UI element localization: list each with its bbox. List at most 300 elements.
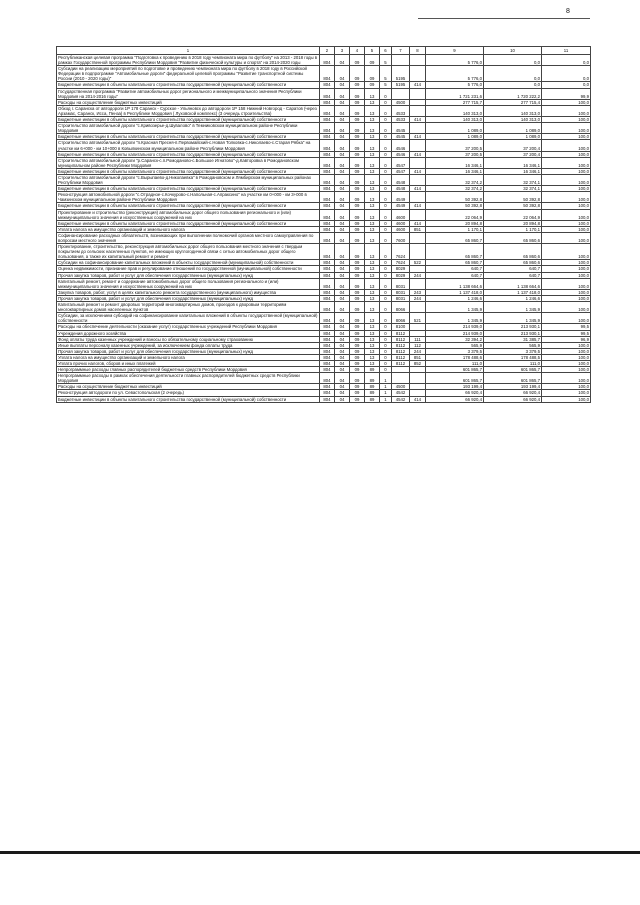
table-cell: 100,0 xyxy=(542,295,591,301)
column-header: 3 xyxy=(335,47,350,55)
table-row xyxy=(57,55,591,66)
table-cell: 100,0 xyxy=(542,226,591,232)
table-cell: 66 920,4 xyxy=(484,396,542,402)
table-cell: 8112 xyxy=(392,330,410,336)
table-cell: 13 xyxy=(365,244,380,260)
table-cell: 804 xyxy=(320,354,335,360)
row-label: Уплата налога на имущество организаций и земельного налога xyxy=(57,226,320,232)
table-cell: 04 xyxy=(335,157,350,168)
table-cell: 852 xyxy=(410,360,426,366)
table-cell: 0 xyxy=(380,105,392,116)
table-cell: 1 137 418,0 xyxy=(484,289,542,295)
row-label: Проектирование, строительство, реконструкция автомобильных дорог общего пользования местного значения с твердым покрытием до сельских населенных пунктов, не имеющих круглогодичной связи с сетью автомобильных дорог общего пользования, а также их капитальный ремонт и ремонт xyxy=(57,244,320,260)
table-cell: 13 xyxy=(365,342,380,348)
table-cell: 804 xyxy=(320,289,335,295)
table-cell: 04 xyxy=(335,140,350,151)
table-cell: 09 xyxy=(350,302,365,313)
table-cell: 04 xyxy=(335,226,350,232)
table-cell: 244 xyxy=(410,295,426,301)
table-cell: 13 xyxy=(365,157,380,168)
row-label: Учреждения дорожного хозяйства xyxy=(57,330,320,336)
table-cell: 5 xyxy=(380,66,392,82)
table-cell: 804 xyxy=(320,278,335,289)
table-cell: 0 xyxy=(380,278,392,289)
table-cell: 0 xyxy=(380,348,392,354)
table-cell xyxy=(410,192,426,203)
table-cell: 804 xyxy=(320,396,335,402)
table-cell: 640,7 xyxy=(426,266,484,272)
table-cell: 804 xyxy=(320,336,335,342)
table-cell: 09 xyxy=(350,55,365,66)
table-cell: 65 860,7 xyxy=(426,260,484,266)
table-cell: 22 064,9 xyxy=(426,209,484,220)
table-cell: 13 xyxy=(365,209,380,220)
table-cell: 65 860,7 xyxy=(426,244,484,260)
table-cell: 22 064,9 xyxy=(484,209,542,220)
table-cell: 04 xyxy=(335,295,350,301)
table-cell: 09 xyxy=(350,226,365,232)
row-label: Республиканская целевая программа "Подготовка к проведению в 2018 году чемпионата мира по футболу" на 2013 - 2018 годы в рамках Государственной программы Республики Мордовия "Развитие физической культуры и спорта" на 2014-2020 годы xyxy=(57,55,320,66)
table-cell: 140 313,0 xyxy=(426,105,484,116)
table-cell: 0,0 xyxy=(484,55,542,66)
table-cell: 09 xyxy=(350,105,365,116)
table-cell: 100,0 xyxy=(542,186,591,192)
table-cell xyxy=(410,302,426,313)
table-cell: 13 xyxy=(365,232,380,243)
table-cell: 13 xyxy=(365,134,380,140)
table-cell: 111 xyxy=(410,336,426,342)
table-cell: 0 xyxy=(380,289,392,295)
table-cell: 0 xyxy=(380,226,392,232)
table-cell: 100,0 xyxy=(542,151,591,157)
table-cell: 804 xyxy=(320,373,335,384)
table-cell: 04 xyxy=(335,117,350,123)
row-label: Оценка недвижимости, признание прав и регулирование отношений по государственной (муниципальной) собственности xyxy=(57,266,320,272)
row-label: Субсидии на софинансирование капитальных вложений в объекты государственной (муниципальной) собственности xyxy=(57,260,320,266)
table-cell: 4500 xyxy=(392,99,410,105)
table-cell: 804 xyxy=(320,232,335,243)
table-cell: 4545 xyxy=(392,134,410,140)
table-cell: 04 xyxy=(335,220,350,226)
row-label: Капитальный ремонт, ремонт и содержание автомобильных дорог общего пользования регионального и (или) межмуниципального значения и искусственных сооружений на них xyxy=(57,278,320,289)
table-cell: 50 392,8 xyxy=(426,203,484,209)
row-label: Бюджетные инвестиции в объекты капитального строительства государственной (муниципальной) собственности xyxy=(57,117,320,123)
table-cell: 0,0 xyxy=(542,55,591,66)
table-cell: 601 865,7 xyxy=(484,367,542,373)
table-cell: 100,0 xyxy=(542,209,591,220)
table-cell: 04 xyxy=(335,330,350,336)
table-row xyxy=(57,192,591,203)
table-cell: 7624 xyxy=(392,244,410,260)
table-cell: 8029 xyxy=(392,272,410,278)
table-cell: 8100 xyxy=(392,324,410,330)
column-header: 1 xyxy=(57,47,320,55)
table-cell: 0 xyxy=(380,168,392,174)
column-header: 5 xyxy=(365,47,380,55)
table-cell xyxy=(410,232,426,243)
table-cell: 13 xyxy=(365,313,380,324)
table-cell: 96,9 xyxy=(542,336,591,342)
table-cell: 804 xyxy=(320,295,335,301)
table-cell: 243 xyxy=(410,289,426,295)
table-cell: 09 xyxy=(350,278,365,289)
row-label: Уплата прочих налогов, сборов и иных платежей xyxy=(57,360,320,366)
table-cell: 1 138 664,6 xyxy=(484,278,542,289)
table-cell: 4533 xyxy=(392,105,410,116)
table-cell: 09 xyxy=(350,313,365,324)
table-cell: 04 xyxy=(335,82,350,88)
row-label: Бюджетные инвестиции в объекты капитального строительства государственной (муниципальной) собственности xyxy=(57,220,320,226)
table-cell: 140 313,0 xyxy=(484,105,542,116)
table-cell: 09 xyxy=(350,192,365,203)
table-cell: 04 xyxy=(335,390,350,396)
row-label: Расходы на осуществление бюджетных инвестиций xyxy=(57,99,320,105)
table-cell: 414 xyxy=(410,168,426,174)
table-cell xyxy=(410,140,426,151)
table-cell: 178 488,5 xyxy=(484,354,542,360)
table-cell: 0 xyxy=(380,174,392,185)
table-cell: 4547 xyxy=(392,168,410,174)
table-cell: 04 xyxy=(335,324,350,330)
table-cell: 804 xyxy=(320,88,335,99)
table-cell: 1 138 664,6 xyxy=(426,278,484,289)
table-cell: 04 xyxy=(335,151,350,157)
column-header: 8 xyxy=(410,47,426,55)
table-cell: 04 xyxy=(335,266,350,272)
table-cell: 1 345,9 xyxy=(484,313,542,324)
table-cell: 09 xyxy=(350,396,365,402)
table-cell: 0 xyxy=(380,209,392,220)
table-cell: 4546 xyxy=(392,140,410,151)
table-cell: 09 xyxy=(350,336,365,342)
table-cell: 100,0 xyxy=(542,168,591,174)
table-cell: 1 xyxy=(380,390,392,396)
table-cell: 804 xyxy=(320,390,335,396)
table-body xyxy=(57,55,591,403)
table-cell: 0 xyxy=(380,272,392,278)
table-cell: 09 xyxy=(350,373,365,384)
table-cell: 8112 xyxy=(392,360,410,366)
table-cell: 16 346,1 xyxy=(484,157,542,168)
table-row xyxy=(57,244,591,260)
table-cell xyxy=(410,88,426,99)
table-cell: 100,0 xyxy=(542,220,591,226)
table-cell: 3 379,5 xyxy=(484,348,542,354)
table-cell: 04 xyxy=(335,174,350,185)
table-cell: 32 394,2 xyxy=(426,336,484,342)
row-label: Бюджетные инвестиции в объекты капитального строительства государственной (муниципальной) собственности xyxy=(57,203,320,209)
table-cell: 09 xyxy=(350,354,365,360)
table-cell: 8112 xyxy=(392,336,410,342)
table-cell: 0 xyxy=(380,203,392,209)
table-cell: 565,9 xyxy=(484,342,542,348)
column-header: 4 xyxy=(350,47,365,55)
table-cell: 16 346,1 xyxy=(484,168,542,174)
table-cell: 04 xyxy=(335,289,350,295)
table-cell: 09 xyxy=(350,272,365,278)
table-cell: 09 xyxy=(350,348,365,354)
row-label: Субсидии на реализацию мероприятий по подготовке и проведению чемпионата мира по футболу в 2018 году в Российской Федерации в подпрограмме "Автомобильные дороги" федеральной целевой программы "Развитие транспортной системы России (2010 - 2020 годы)" xyxy=(57,66,320,82)
table-cell: 851 xyxy=(410,354,426,360)
table-cell: 09 xyxy=(350,289,365,295)
table-cell: 100,0 xyxy=(542,354,591,360)
table-cell: 13 xyxy=(365,295,380,301)
row-label: Обход г. Саранска от автодороги 1Р 178 Саранск - Сурское - Ульяновск до автодороги 1Р 158 Нижний Новгород - Саратов (через Арзамас, Саранск, Исса, Пенза) в Республике Мордовия ( Луховской комплекс) (3 очередь строительства) xyxy=(57,105,320,116)
table-cell: 99,5 xyxy=(542,324,591,330)
table-cell: 0 xyxy=(380,140,392,151)
table-cell: 1 170,1 xyxy=(426,226,484,232)
table-cell: 37 200,4 xyxy=(484,151,542,157)
table-cell: 1 246,6 xyxy=(426,295,484,301)
table-cell: 4600 xyxy=(392,209,410,220)
table-cell: 09 xyxy=(350,203,365,209)
table-cell: 804 xyxy=(320,266,335,272)
row-label: Бюджетные инвестиции в объекты капитального строительства государственной (муниципальной) собственности xyxy=(57,151,320,157)
table-cell: 37 200,5 xyxy=(426,140,484,151)
table-cell: 804 xyxy=(320,260,335,266)
table-cell: 32 374,1 xyxy=(484,174,542,185)
table-cell: 13 xyxy=(365,203,380,209)
table-cell: 4548 xyxy=(392,174,410,185)
table-cell: 1 345,9 xyxy=(426,302,484,313)
table-cell: 99,9 xyxy=(542,88,591,99)
table-cell: 1 170,1 xyxy=(484,226,542,232)
table-cell xyxy=(410,123,426,134)
table-cell: 13 xyxy=(365,354,380,360)
table-cell: 640,7 xyxy=(484,266,542,272)
table-cell: 100,0 xyxy=(542,289,591,295)
table-cell xyxy=(392,88,410,99)
table-cell: 09 xyxy=(350,220,365,226)
column-header: 9 xyxy=(426,47,484,55)
table-cell: 851 xyxy=(410,226,426,232)
row-label: Прочая закупка товаров, работ и услуг для обеспечения государственных (муниципальных) нужд xyxy=(57,348,320,354)
table-cell: 100,0 xyxy=(542,342,591,348)
table-cell: 04 xyxy=(335,203,350,209)
table-cell: 1 089,0 xyxy=(484,123,542,134)
row-label: Расходы на осуществление бюджетных инвестиций xyxy=(57,384,320,390)
table-cell: 640,7 xyxy=(484,272,542,278)
row-label: Бюджетные инвестиции в объекты капитального строительства государственной (муниципальной) собственности xyxy=(57,82,320,88)
table-cell: 66 920,4 xyxy=(426,390,484,396)
table-row xyxy=(57,66,591,82)
table-cell: 804 xyxy=(320,360,335,366)
table-cell: 804 xyxy=(320,174,335,185)
table-cell: 09 xyxy=(365,66,380,82)
table-cell: 0 xyxy=(380,295,392,301)
table-cell: 112 xyxy=(410,342,426,348)
table-cell: 804 xyxy=(320,192,335,203)
table-cell: 09 xyxy=(350,134,365,140)
row-label: Бюджетные инвестиции в объекты капитального строительства государственной (муниципальной) собственности xyxy=(57,134,320,140)
table-cell: 804 xyxy=(320,168,335,174)
table-cell: 100,0 xyxy=(542,367,591,373)
table-cell: 0 xyxy=(380,186,392,192)
table-cell: 100,0 xyxy=(542,174,591,185)
budget-table xyxy=(56,46,591,403)
table-cell: 100,0 xyxy=(542,134,591,140)
table-cell: 804 xyxy=(320,186,335,192)
table-cell: 7624 xyxy=(392,260,410,266)
table-cell: 1 089,0 xyxy=(426,123,484,134)
table-cell: 8066 xyxy=(392,302,410,313)
table-cell: 1 137 418,0 xyxy=(426,289,484,295)
table-cell: 09 xyxy=(350,232,365,243)
table-cell: 13 xyxy=(365,220,380,226)
table-cell: 0,0 xyxy=(542,66,591,82)
table-cell: 1 089,0 xyxy=(484,134,542,140)
table-cell: 8029 xyxy=(392,266,410,272)
table-cell: 640,7 xyxy=(426,272,484,278)
table-cell: 5195 xyxy=(392,66,410,82)
table-cell: 99,5 xyxy=(542,330,591,336)
table-cell: 04 xyxy=(335,348,350,354)
table-cell: 04 xyxy=(335,209,350,220)
table-cell: 89 xyxy=(365,390,380,396)
row-label: Непрограммные расходы в рамках обеспечения деятельности главных распорядителей бюджетных средств Республики Мордовия xyxy=(57,373,320,384)
table-row xyxy=(57,140,591,151)
table-cell: 50 392,8 xyxy=(484,192,542,203)
table-cell: 65 860,7 xyxy=(426,232,484,243)
column-header: 7 xyxy=(392,47,410,55)
table-cell: 244 xyxy=(410,348,426,354)
table-cell: 66 920,4 xyxy=(484,390,542,396)
table-cell: 8066 xyxy=(392,313,410,324)
table-cell: 8112 xyxy=(392,342,410,348)
row-label: Строительство автомобильной дороги "р.Саранск-с.п.Ромоданово-с.Большое Игнатово"-д.Кавторовка в Ромодановском муниципальном районе Республики Мордовия xyxy=(57,157,320,168)
table-cell: 13 xyxy=(365,272,380,278)
table-cell: 5195 xyxy=(392,82,410,88)
table-cell: 0,0 xyxy=(484,66,542,82)
table-cell: 804 xyxy=(320,151,335,157)
table-cell: 100,0 xyxy=(542,99,591,105)
table-cell: 31 385,7 xyxy=(484,336,542,342)
table-cell: 0 xyxy=(380,302,392,313)
table-cell: 4542 xyxy=(392,390,410,396)
table-cell: 1 xyxy=(380,396,392,402)
table-cell: 111,0 xyxy=(426,360,484,366)
table-cell: 140 313,0 xyxy=(484,117,542,123)
table-cell: 13 xyxy=(365,289,380,295)
table-cell: 09 xyxy=(350,88,365,99)
table-row xyxy=(57,313,591,324)
table-cell: 0 xyxy=(380,134,392,140)
table-cell: 0 xyxy=(380,266,392,272)
table-cell: 20 894,8 xyxy=(484,220,542,226)
table-cell: 804 xyxy=(320,55,335,66)
column-header: 10 xyxy=(484,47,542,55)
table-cell: 804 xyxy=(320,209,335,220)
table-cell: 100,0 xyxy=(542,140,591,151)
table-cell: 13 xyxy=(365,186,380,192)
table-cell: 13 xyxy=(365,260,380,266)
table-cell: 09 xyxy=(350,295,365,301)
column-header: 6 xyxy=(380,47,392,55)
table-cell: 414 xyxy=(410,186,426,192)
table-cell: 213 930,1 xyxy=(484,330,542,336)
table-cell: 804 xyxy=(320,134,335,140)
table-cell: 04 xyxy=(335,373,350,384)
table-cell: 04 xyxy=(335,244,350,260)
table-cell: 50 392,8 xyxy=(484,203,542,209)
table-cell: 3 379,5 xyxy=(426,348,484,354)
table-cell: 0 xyxy=(380,354,392,360)
row-label: Расходы на обеспечение деятельности (оказание услуг) государственных учреждений Республики Мордовия xyxy=(57,324,320,330)
table-cell: 804 xyxy=(320,220,335,226)
row-label: Реконструкция автомобильной дороги "с.Отрадное-с.Кочкурово-с.Напольная-с.Апраксино" на участке км 0+000 - км 3+000 в Чамзинском муниципальном районе Республики Мордовия xyxy=(57,192,320,203)
table-cell: 4600 xyxy=(392,226,410,232)
table-cell: 8031 xyxy=(392,295,410,301)
table-cell: 0 xyxy=(380,123,392,134)
table-cell: 193 199,4 xyxy=(484,384,542,390)
table-cell: 100,0 xyxy=(542,384,591,390)
table-cell: 0 xyxy=(380,360,392,366)
table-cell: 13 xyxy=(365,174,380,185)
table-cell: 100,0 xyxy=(542,123,591,134)
table-cell: 04 xyxy=(335,313,350,324)
table-cell: 04 xyxy=(335,99,350,105)
table-cell: 0 xyxy=(380,232,392,243)
table-cell: 09 xyxy=(350,209,365,220)
table-cell: 13 xyxy=(365,192,380,203)
table-cell: 13 xyxy=(365,360,380,366)
table-cell: 09 xyxy=(350,330,365,336)
table-cell: 09 xyxy=(350,260,365,266)
table-cell: 804 xyxy=(320,105,335,116)
table-cell: 100,0 xyxy=(542,360,591,366)
table-cell: 13 xyxy=(365,266,380,272)
header-rule xyxy=(418,18,590,19)
table-cell: 0 xyxy=(380,336,392,342)
table-cell: 13 xyxy=(365,105,380,116)
table-row xyxy=(57,396,591,402)
row-label: Проектирование и строительство (реконструкция) автомобильных дорог общего пользования регионального и (или) межмуниципального значения и искусственных сооружений на них xyxy=(57,209,320,220)
table-cell: 414 xyxy=(410,117,426,123)
table-cell: 4542 xyxy=(392,396,410,402)
table-cell: 32 374,2 xyxy=(426,174,484,185)
table-cell: 804 xyxy=(320,348,335,354)
table-cell: 1 720 222,2 xyxy=(484,88,542,99)
table-cell: 66 920,4 xyxy=(426,396,484,402)
table-cell: 16 346,1 xyxy=(426,157,484,168)
table-cell xyxy=(410,174,426,185)
table-cell: 09 xyxy=(350,99,365,105)
table-cell: 50 392,8 xyxy=(426,192,484,203)
table-cell: 804 xyxy=(320,66,335,82)
table-cell: 13 xyxy=(365,99,380,105)
table-cell: 32 374,1 xyxy=(484,186,542,192)
table-cell: 8031 xyxy=(392,278,410,289)
row-label: Государственная программа "Развитие автомобильных дорог регионального и межмуниципального значения Республики Мордовия на 2014-2016 годы" xyxy=(57,88,320,99)
table-cell: 09 xyxy=(365,55,380,66)
table-cell: 100,0 xyxy=(542,373,591,384)
table-cell: 09 xyxy=(350,157,365,168)
table-cell: 65 860,6 xyxy=(484,244,542,260)
table-cell: 13 xyxy=(365,226,380,232)
table-cell: 100,0 xyxy=(542,390,591,396)
table-cell: 804 xyxy=(320,226,335,232)
table-cell: 09 xyxy=(350,174,365,185)
table-cell: 1 089,0 xyxy=(426,134,484,140)
table-cell: 244 xyxy=(410,272,426,278)
table-cell: 100,0 xyxy=(542,348,591,354)
table-cell: 09 xyxy=(350,168,365,174)
table-cell: 140 313,0 xyxy=(426,117,484,123)
table-cell: 277 715,4 xyxy=(484,99,542,105)
table-row xyxy=(57,302,591,313)
table-cell: 4549 xyxy=(392,203,410,209)
table-cell: 804 xyxy=(320,324,335,330)
